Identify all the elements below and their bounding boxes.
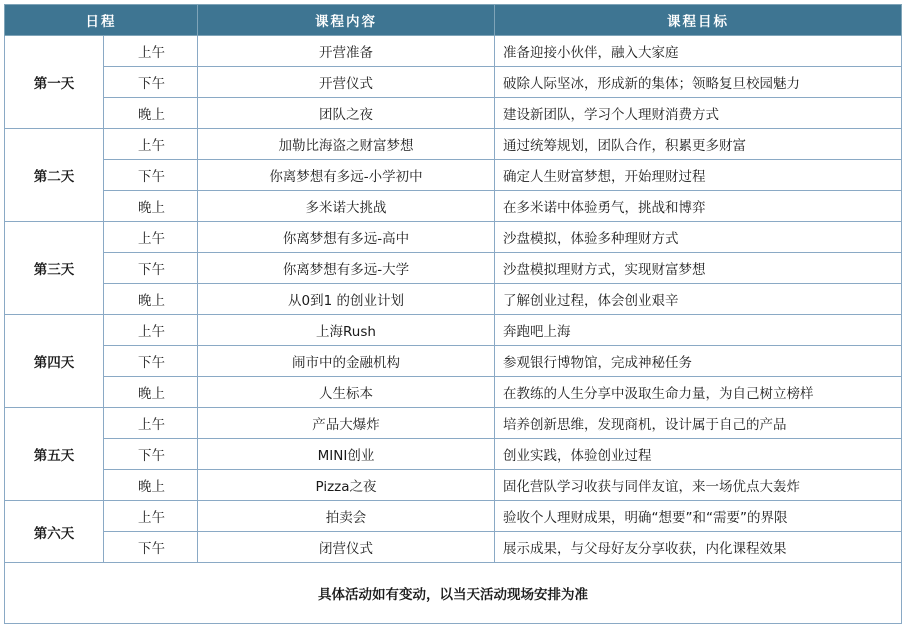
course-content: 开营仪式: [198, 67, 495, 98]
table-row: [5, 377, 902, 408]
schedule-table: [4, 4, 902, 624]
table-row: [5, 129, 902, 160]
table-row: [5, 98, 902, 129]
time-slot: 下午: [104, 439, 198, 470]
table-row: [5, 253, 902, 284]
time-slot: 晚上: [104, 98, 198, 129]
time-slot: 下午: [104, 160, 198, 191]
day-label: 第四天: [5, 315, 104, 408]
course-content: 你离梦想有多远-高中: [198, 222, 495, 253]
table-row: [5, 67, 902, 98]
time-slot: 下午: [104, 67, 198, 98]
course-goal: 在教练的人生分享中汲取生命力量，为自己树立榜样: [495, 377, 902, 408]
table-row: [5, 191, 902, 222]
header-content: 课程内容: [198, 5, 495, 36]
time-slot: 上午: [104, 222, 198, 253]
header-goal: 课程目标: [495, 5, 902, 36]
course-content: 产品大爆炸: [198, 408, 495, 439]
time-slot: 晚上: [104, 191, 198, 222]
course-content: Pizza之夜: [198, 470, 495, 501]
header-row: [5, 5, 902, 36]
course-content: 开营准备: [198, 36, 495, 67]
course-content: 人生标本: [198, 377, 495, 408]
course-content: 拍卖会: [198, 501, 495, 532]
table-row: [5, 501, 902, 532]
course-content: 多米诺大挑战: [198, 191, 495, 222]
course-content: MINI创业: [198, 439, 495, 470]
course-content: 上海Rush: [198, 315, 495, 346]
time-slot: 上午: [104, 501, 198, 532]
course-goal: 固化营队学习收获与同伴友谊，来一场优点大轰炸: [495, 470, 902, 501]
table-row: [5, 532, 902, 563]
course-content: 你离梦想有多远-小学初中: [198, 160, 495, 191]
table-row: [5, 284, 902, 315]
course-content: 从0到1 的创业计划: [198, 284, 495, 315]
footer-note: 具体活动如有变动，以当天活动现场安排为准: [5, 563, 902, 624]
time-slot: 上午: [104, 129, 198, 160]
time-slot: 晚上: [104, 284, 198, 315]
day-label: 第一天: [5, 36, 104, 129]
course-goal: 了解创业过程，体会创业艰辛: [495, 284, 902, 315]
course-goal: 确定人生财富梦想，开始理财过程: [495, 160, 902, 191]
course-content: 你离梦想有多远-大学: [198, 253, 495, 284]
day-label: 第二天: [5, 129, 104, 222]
course-goal: 奔跑吧上海: [495, 315, 902, 346]
course-goal: 展示成果，与父母好友分享收获，内化课程效果: [495, 532, 902, 563]
time-slot: 上午: [104, 408, 198, 439]
time-slot: 晚上: [104, 377, 198, 408]
table-row: [5, 346, 902, 377]
course-goal: 沙盘模拟理财方式，实现财富梦想: [495, 253, 902, 284]
schedule-body: [5, 36, 902, 563]
course-content: 加勒比海盗之财富梦想: [198, 129, 495, 160]
header-day: 日程: [5, 5, 198, 36]
course-content: 闭营仪式: [198, 532, 495, 563]
course-goal: 沙盘模拟，体验多种理财方式: [495, 222, 902, 253]
time-slot: 晚上: [104, 470, 198, 501]
course-goal: 准备迎接小伙伴，融入大家庭: [495, 36, 902, 67]
course-goal: 培养创新思维，发现商机，设计属于自己的产品: [495, 408, 902, 439]
course-goal: 通过统筹规划，团队合作，积累更多财富: [495, 129, 902, 160]
day-label: 第五天: [5, 408, 104, 501]
table-row: [5, 408, 902, 439]
course-goal: 破除人际坚冰，形成新的集体；领略复旦校园魅力: [495, 67, 902, 98]
course-goal: 创业实践，体验创业过程: [495, 439, 902, 470]
table-row: [5, 439, 902, 470]
table-row: [5, 315, 902, 346]
time-slot: 下午: [104, 253, 198, 284]
footer-row: [5, 563, 902, 624]
table-row: [5, 160, 902, 191]
course-goal: 在多米诺中体验勇气，挑战和博弈: [495, 191, 902, 222]
course-goal: 建设新团队，学习个人理财消费方式: [495, 98, 902, 129]
course-content: 团队之夜: [198, 98, 495, 129]
course-content: 闹市中的金融机构: [198, 346, 495, 377]
time-slot: 下午: [104, 532, 198, 563]
table-row: [5, 36, 902, 67]
table-row: [5, 222, 902, 253]
course-goal: 参观银行博物馆，完成神秘任务: [495, 346, 902, 377]
time-slot: 上午: [104, 36, 198, 67]
day-label: 第三天: [5, 222, 104, 315]
course-goal: 验收个人理财成果，明确“想要”和“需要”的界限: [495, 501, 902, 532]
time-slot: 下午: [104, 346, 198, 377]
time-slot: 上午: [104, 315, 198, 346]
day-label: 第六天: [5, 501, 104, 563]
table-row: [5, 470, 902, 501]
